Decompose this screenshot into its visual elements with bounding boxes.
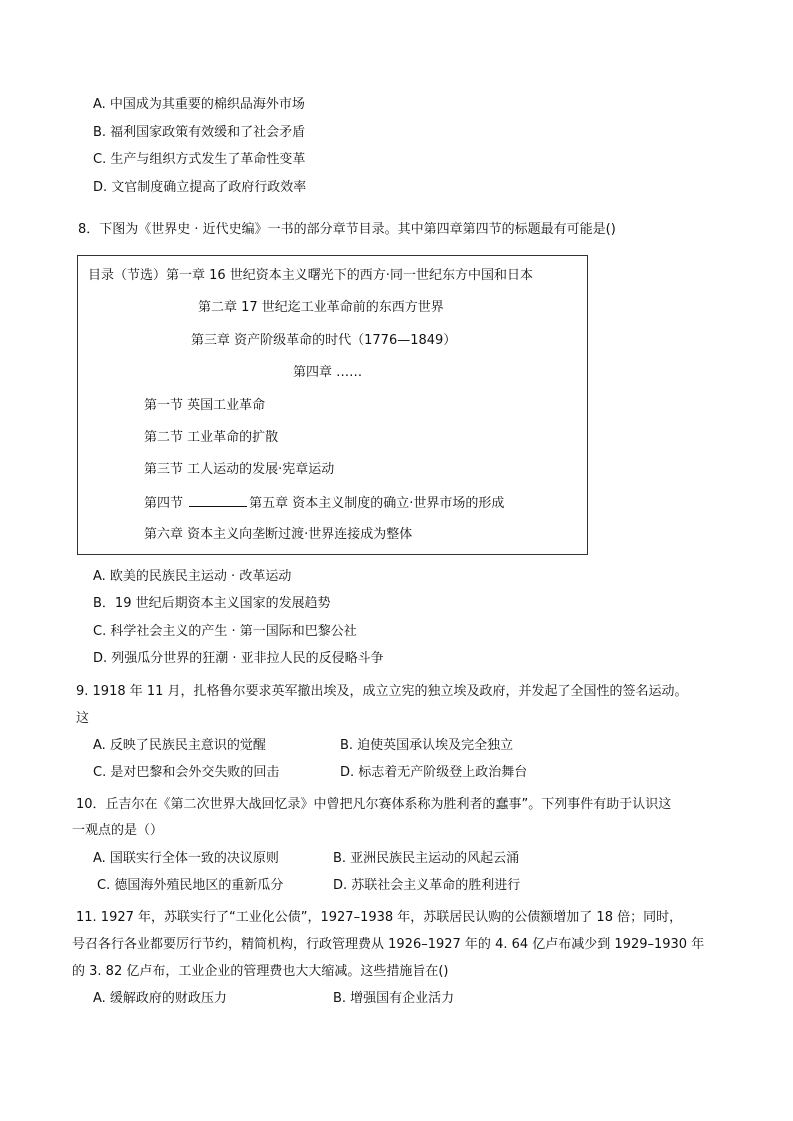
q11-stem-line-3: 的 3. 82 亿卢布，工业企业的管理费也大大缩减。这些措施旨在() xyxy=(72,964,449,979)
toc-line-7: 第三节 工人运动的发展·宪章运动 xyxy=(144,462,335,477)
q7-option-c: C. 生产与组织方式发生了革命性变革 xyxy=(93,152,306,167)
q7-option-b: B. 福利国家政策有效缓和了社会矛盾 xyxy=(93,125,306,140)
q8-toc-box xyxy=(77,255,588,555)
q9-option-d: D. 标志着无产阶级登上政治舞台 xyxy=(340,765,528,780)
q8-option-a: A. 欧美的民族民主运动 · 改革运动 xyxy=(93,569,292,584)
q11-option-a: A. 缓解政府的财政压力 xyxy=(93,991,227,1006)
q10-option-a: A. 国联实行全体一致的决议原则 xyxy=(93,851,279,866)
toc-line-6: 第二节 工业革命的扩散 xyxy=(144,430,279,445)
toc-line-8 xyxy=(144,494,504,513)
q10-option-c: C. 德国海外殖民地区的重新瓜分 xyxy=(97,878,284,893)
q8-stem: 8．下图为《世界史 · 近代史编》一书的部分章节目录。其中第四章第四节的标题最有可能是() xyxy=(78,222,616,237)
toc-line-8-prefix: 第四节 xyxy=(144,496,184,511)
q9-option-b: B. 迫使英国承认埃及完全独立 xyxy=(340,738,514,753)
q7-option-a: A. 中国成为其重要的棉织品海外市场 xyxy=(93,97,305,112)
q7-option-d: D. 文官制度确立提高了政府行政效率 xyxy=(93,180,307,195)
q11-stem-line-2: 号召各行各业都要厉行节约，精简机构，行政管理费从 1926–1927 年的 4. 64 亿卢布减少到 1929–1930 年 xyxy=(72,937,705,952)
q10-stem-line-2: 一观点的是（） xyxy=(72,823,164,838)
toc-line-5: 第一节 英国工业革命 xyxy=(144,398,266,413)
q11-option-b: B. 增强国有企业活力 xyxy=(333,991,455,1006)
q9-option-a: A. 反映了民族民主意识的觉醒 xyxy=(93,738,266,753)
q11-stem-line-1: 11. 1927 年，苏联实行了“工业化公债”，1927–1938 年，苏联居民认购的公债额增加了 18 倍；同时， xyxy=(76,910,683,925)
toc-line-4: 第四章 …… xyxy=(293,365,363,380)
toc-line-1: 目录（节选）第一章 16 世纪资本主义曙光下的西方·同一世纪东方中国和日本 xyxy=(88,268,533,283)
q9-option-c: C. 是对巴黎和会外交失败的回击 xyxy=(93,765,280,780)
q10-option-d: D. 苏联社会主义革命的胜利进行 xyxy=(333,878,521,893)
toc-line-3: 第三章 资产阶级革命的时代（1776—1849） xyxy=(191,333,457,348)
q10-stem-line-1: 10．丘吉尔在《第二次世界大战回忆录》中曾把凡尔赛体系称为胜利者的蠢事”。下列事件有助于认识这 xyxy=(76,797,672,812)
q8-option-d: D. 列强瓜分世界的狂潮 · 亚非拉人民的反侵略斗争 xyxy=(93,651,384,666)
q9-stem-line-1: 9. 1918 年 11 月，扎格鲁尔要求英军撤出埃及，成立立宪的独立埃及政府，并发起了全国性的签名运动。 xyxy=(76,684,688,699)
answer-blank xyxy=(189,494,247,507)
toc-line-2: 第二章 17 世纪迄工业革命前的东西方世界 xyxy=(198,300,444,315)
toc-line-8-suffix: 第五章 资本主义制度的确立·世界市场的形成 xyxy=(249,496,505,511)
q10-option-b: B. 亚洲民族民主运动的风起云涌 xyxy=(333,851,520,866)
q9-stem-line-2: 这 xyxy=(76,711,90,726)
q8-option-b: B．19 世纪后期资本主义国家的发展趋势 xyxy=(93,596,331,611)
toc-line-9: 第六章 资本主义向垄断过渡·世界连接成为整体 xyxy=(144,527,413,542)
q8-option-c: C. 科学社会主义的产生 · 第一国际和巴黎公社 xyxy=(93,624,357,639)
